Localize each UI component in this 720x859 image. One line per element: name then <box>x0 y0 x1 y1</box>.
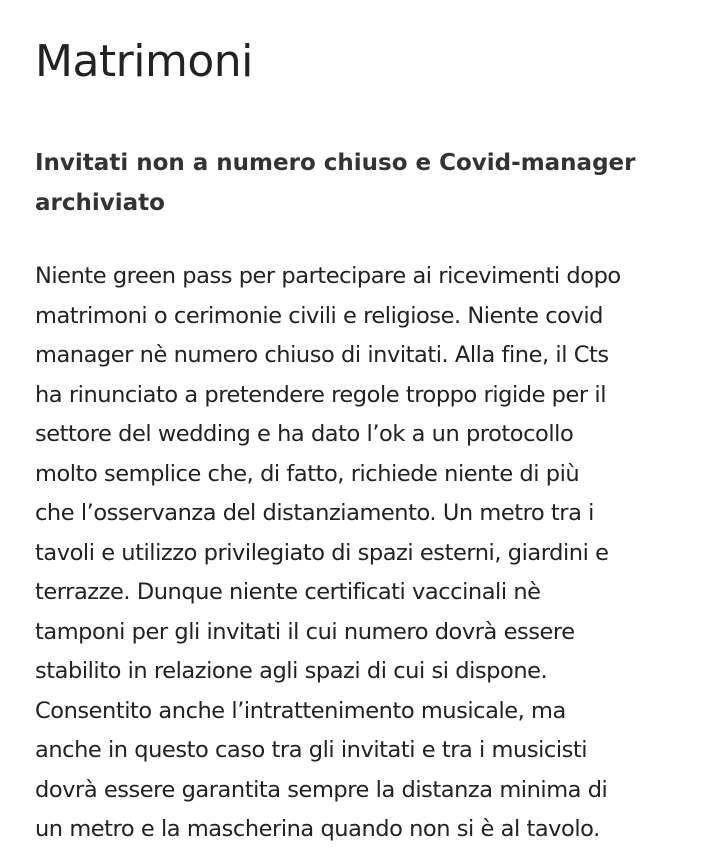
body-line: dovrà essere garantita sempre la distanza minima di <box>35 776 608 803</box>
article-subtitle <box>35 143 705 223</box>
body-line: settore del wedding e ha dato l’ok a un protocollo <box>35 421 574 447</box>
body-line: molto semplice che, di fatto, richiede niente di più <box>35 460 580 487</box>
subtitle-line: Invitati non a numero chiuso e Covid-manager <box>35 150 636 176</box>
subtitle-line: archiviato <box>35 190 165 216</box>
body-line: ha rinunciato a pretendere regole troppo rigide per il <box>35 381 607 408</box>
body-line: un metro e la mascherina quando non si è al tavolo. <box>35 816 600 842</box>
body-line: matrimoni o cerimonie civili e religiose. Niente covid <box>35 302 603 329</box>
article-body <box>35 257 715 850</box>
body-line: Niente green pass per partecipare ai ricevimenti dopo <box>35 263 621 289</box>
body-line: che l’osservanza del distanziamento. Un metro tra i <box>35 500 594 526</box>
body-line: anche in questo caso tra gli invitati e tra i musicisti <box>35 737 588 763</box>
body-line: stabilito in relazione agli spazi di cui si dispone. <box>35 658 548 684</box>
body-line: tamponi per gli invitati il cui numero dovrà essere <box>35 618 575 645</box>
body-line: Consentito anche l’intrattenimento musicale, ma <box>35 697 566 724</box>
body-line: manager nè numero chiuso di invitati. Alla fine, il Cts <box>35 342 609 368</box>
article-title: Matrimoni <box>35 36 253 87</box>
body-line: terrazze. Dunque niente certificati vaccinali nè <box>35 579 541 605</box>
body-line: tavoli e utilizzo privilegiato di spazi esterni, giardini e <box>35 539 609 566</box>
